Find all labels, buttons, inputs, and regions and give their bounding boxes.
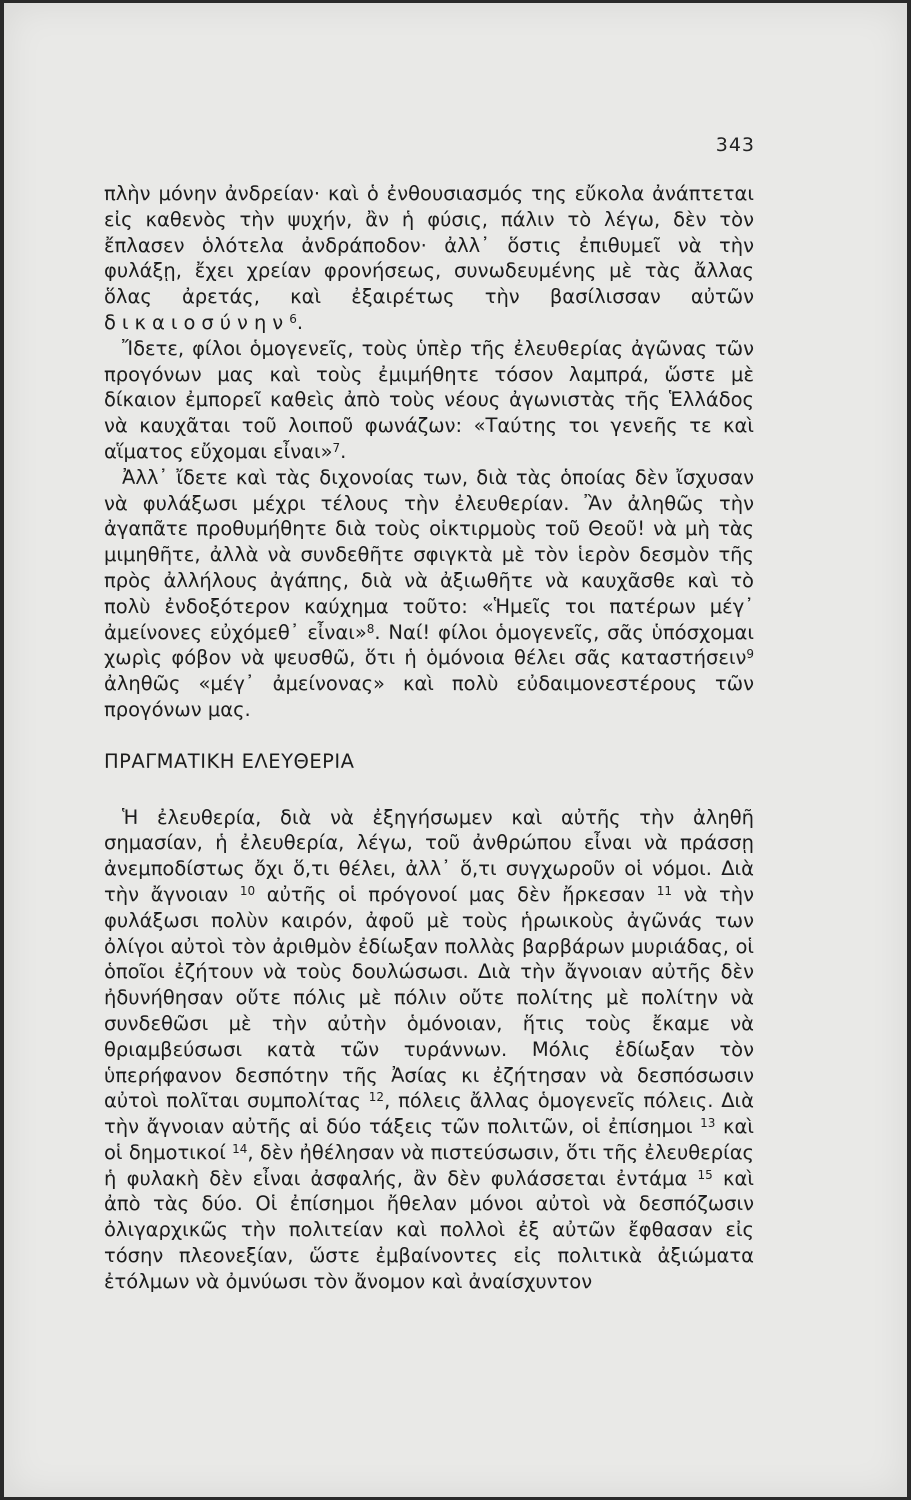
- paragraph-3-text-b: . Ναί! φίλοι ὁμογενεῖς, σᾶς ὑπόσχομαι χωρὶς φόβον νὰ ψευσθῶ, ὅτι ἡ ὁμόνοια θέλει σᾶς καταστήσειν: [104, 620, 754, 670]
- footnote-ref-12: 12: [368, 1090, 385, 1105]
- paragraph-2-text: Ἴδετε, φίλοι ὁμογενεῖς, τοὺς ὑπὲρ τῆς ἐλευθερίας ἀγῶνας τῶν προγόνων μας καὶ τοὺς ἐμιμήθητε τόσον λαμπρά, ὥστε μὲ δίκαιον ἐμπορεῖ καθεὶς ἀπὸ τοὺς νέους ἀγωνιστὰς τῆς Ἑλλάδος νὰ καυχᾶται τοῦ λοιποῦ φωνάζων: «Ταύτης τοι γενεῆς τε καὶ αἵματος εὔχομαι εἶναι»: [104, 336, 754, 463]
- paragraph-4: [104, 805, 754, 1295]
- footnote-ref-8: 8: [366, 621, 375, 636]
- footnote-ref-6: 6: [289, 311, 297, 326]
- paragraph-1-text: πλὴν μόνην ἀνδρείαν· καὶ ὁ ἐνθουσιασμός της εὔκολα ἀνάπτεται εἰς καθενὸς τὴν ψυχήν, ἂν ἡ φύσις, πάλιν τὸ λέγω, δὲν τὸν ἔπλασεν ὁλότελα ἀνδράποδον· ἀλλ᾽ ὅστις ἐπιθυμεῖ νὰ τὴν φυλάξῃ, ἔχει χρείαν φρονήσεως, συνωδευμένης μὲ τὰς ἄλλας ὅλας ἀρετάς, καὶ ἐξαιρέτως τὴν βασίλισσαν αὐτῶν: [104, 182, 754, 309]
- paragraph-3-text-a: Ἀλλ᾽ ἴδετε καὶ τὰς διχονοίας των, διὰ τὰς ὁποίας δὲν ἴσχυσαν νὰ φυλάξωσι μέχρι τέλους τὴν ἐλευθερίαν. Ἂν ἀληθῶς τὴν ἀγαπᾶτε προθυμήθητε διὰ τοὺς οἰκτιρμοὺς τοῦ Θεοῦ! νὰ μὴ τὰς μιμηθῆτε, ἀλλὰ νὰ συνδεθῆτε σφιγκτὰ μὲ τὸν ἱερὸν δεσμὸν τῆς πρὸς ἀλλήλους ἀγάπης, διὰ νὰ ἀξιωθῆτε νὰ καυχᾶσθε καὶ τὸ πολὺ ἐνδοξότερον καύχημα τοῦτο: «Ἡμεῖς τοι πατέρων μέγ᾽ ἀμείνονες εὐχόμεθ᾽ εἶναι»: [104, 465, 754, 644]
- spaced-word: δικαιοσύνην: [104, 310, 290, 334]
- paragraph-4-text-5: καὶ οἱ δημοτικοί: [104, 1115, 754, 1164]
- footnote-ref-11: 11: [656, 883, 672, 898]
- paragraph-4-text-1: Ἡ ἐλευθερία, διὰ νὰ ἐξηγήσωμεν καὶ αὐτῆς τὴν ἀληθῆ σημασίαν, ἡ ἐλευθερία, λέγω, τοῦ ἀνθρώπου εἶναι νὰ πράσσῃ ἀνεμποδίστως ὄχι ὅ,τι θέλει, ἀλλ᾽ ὅ,τι συγχωροῦν οἱ νόμοι. Διὰ τὴν ἄγνοιαν: [104, 805, 754, 906]
- footnote-ref-9: 9: [746, 647, 754, 662]
- paragraph-4-text-2: αὐτῆς οἱ πρόγονοί μας δὲν ἤρκεσαν: [255, 882, 646, 906]
- section-heading: ΠΡΑΓΜΑΤΙΚΗ ΕΛΕΥΘΕΡΙΑ: [104, 749, 355, 773]
- paragraph-2-end: .: [340, 439, 347, 463]
- footnote-ref-10: 10: [239, 883, 256, 898]
- footnote-ref-13: 13: [700, 1116, 716, 1131]
- paragraph-4-text-3: νὰ τὴν φυλάξωσι πολὺν καιρόν, ἀφοῦ μὲ τοὺς ἡρωικοὺς ἀγῶνάς των ὀλίγοι αὐτοὶ τὸν ἀριθμὸν ἐδίωξαν πολλὰς βαρβάρων μυριάδας, οἱ ὁποῖοι ἐζήτουν νὰ τοὺς δουλώσωσι. Διὰ τὴν ἄγνοιαν αὐτῆς δὲν ἠδυνήθησαν οὔτε πόλις μὲ πόλιν οὔτε πολίτης μὲ πολίτην νὰ συνδεθῶσι μὲ τὴν αὐτὴν ὁμόνοιαν, ἥτις τοὺς ἔκαμε νὰ θριαμβεύσωσι κατὰ τῶν τυράννων. Μόλις ἐδίωξαν τὸν ὑπερήφανον δεσπότην τῆς Ἀσίας κι ἐζήτησαν νὰ δεσπόσωσιν αὐτοὶ πολῖται συμπολίτας: [104, 882, 754, 1113]
- page-number: 343: [715, 134, 755, 156]
- paragraph-4-text-7: καὶ ἀπὸ τὰς δύο. Οἱ ἐπίσημοι ἤθελαν μόνοι αὐτοὶ νὰ δεσπόζωσιν ὀλιγαρχικῶς τὴν πολιτείαν καὶ πολλοὶ ἐξ αὐτῶν ἔφθασαν εἰς τόσην πλεονεξίαν, ὥστε ἐμβαίνοντες εἰς πολιτικὰ ἀξιώματα ἐτόλμων νὰ ὀμνύωσι τὸν ἄνομον καὶ ἀναίσχυντον: [104, 1166, 754, 1293]
- paragraph-3: [104, 465, 754, 723]
- text-block: [104, 181, 754, 1295]
- footnote-ref-14: 14: [232, 1141, 248, 1156]
- paragraph-4-text-4: , πόλεις ἄλλας ὁμογενεῖς πόλεις. Διὰ τὴν ἄγνοιαν αὐτῆς αἱ δύο τάξεις τῶν πολιτῶν, οἱ ἐπίσημοι: [104, 1089, 755, 1139]
- paragraph-3-text-c: ἀληθῶς «μέγ᾽ ἀμείνονας» καὶ πολὺ εὐδαιμονεστέρους τῶν προγόνων μας.: [104, 672, 754, 721]
- paragraph-1: πλὴν μόνην ἀνδρείαν· καὶ ὁ ἐνθουσιασμός της εὔκολα ἀνάπτεται εἰς καθενὸς τὴν ψυχήν, ἂν ἡ φύσις, πάλιν τὸ λέγω, δὲν τὸν ἔπλασεν ὁλότελα ἀνδράποδον· ἀλλ᾽ ὅστις ἐπιθυμεῖ νὰ τὴν φυλάξῃ, ἔχει χρείαν φρονήσεως, συνωδευμένης μὲ τὰς ἄλλας ὅλας ἀρετάς, καὶ ἐξαιρέτως τὴν βασίλισσαν αὐτῶν δικαιοσύνην$^6$.: [104, 182, 754, 334]
- book-page: [4, 3, 907, 1497]
- paragraph-2: [104, 336, 754, 465]
- paragraph-4-text-6: , δὲν ἠθέλησαν νὰ πιστεύσωσιν, ὅτι τῆς ἐλευθερίας ἡ φυλακὴ δὲν εἶναι ἀσφαλής, ἂν δὲν φυλάσσεται ἐντάμα: [104, 1140, 755, 1190]
- footnote-ref-15: 15: [697, 1167, 713, 1182]
- footnote-ref-7: 7: [332, 440, 341, 455]
